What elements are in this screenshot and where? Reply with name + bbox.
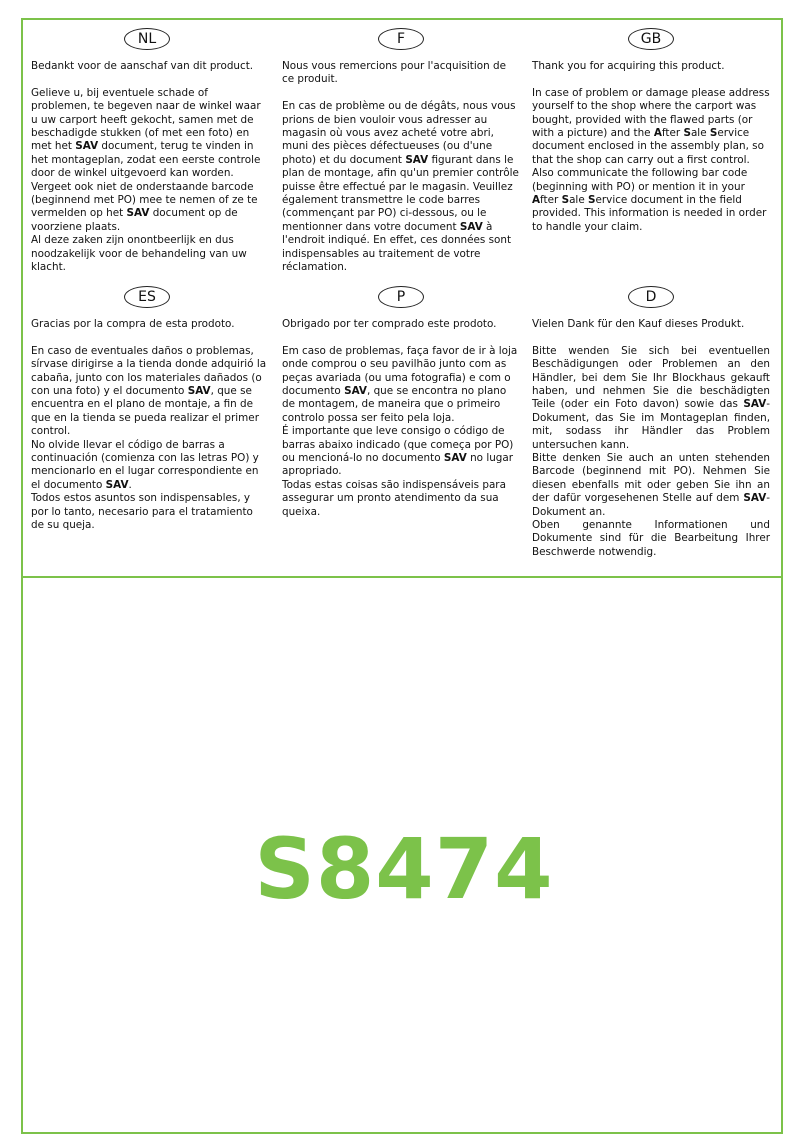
paragraph: Em caso de problemas, faça favor de ir à loja onde comprou o seu pavilhão junto com as peças avariada (ou uma fotografia) e com o documento SAV, que se encontra no plano de montagem, de maneira que o primeiro controlo possa ser feito pela loja. [282, 344, 518, 424]
thanks-text: Nous vous remercions pour l'acquisition de ce produit. [282, 60, 506, 86]
section-d [532, 318, 770, 559]
body-text [282, 100, 520, 274]
section-divider [23, 576, 781, 578]
paragraph: Bitte wenden Sie sich bei eventuellen Beschädigungen oder Problemen an den Händler, bei dem Sie Ihr Blockhaus gekauft haben, und nehmen Sie die beschädigten Teile (oder ein Foto davon) sowie das SAV-Dokument, das Sie im Montageplan finden, mit, sodass ihr Händler das Problem untersuchen kann. [532, 344, 770, 451]
body-text [31, 87, 269, 275]
thanks-text: Obrigado por ter comprado este prodoto. [282, 318, 497, 330]
paragraph: Todos estos asuntos son indispensables, y por lo tanto, necesario para el tratamiento de su queja. [31, 492, 253, 532]
lang-badge-nl: NL [124, 28, 170, 50]
body-text [282, 345, 520, 519]
paragraph: Gelieve u, bij eventuele schade of problemen, te begeven naar de winkel waar u uw carport heeft gekocht, samen met de beschadigde stukken (of met een foto) en met het SAV document, terug te vinden in het montageplan, zodat een eerste controle door de winkel uitgevoerd kan worden. Vergeet ook niet de onderstaande barcode (beginnend met PO) mee te nemen of ze te vermelden op het SAV document op de voorziene plaats. [31, 86, 261, 233]
thanks-text: Gracias por la compra de esta prodoto. [31, 318, 235, 330]
paragraph: Al deze zaken zijn onontbeerlijk en dus noodzakelijk voor de behandeling van uw klacht. [31, 234, 247, 274]
paragraph: No olvide llevar el código de barras a continuación (comienza con las letras PO) y mencionarlo en el lugar correspondiente en el documento SAV. [31, 438, 259, 491]
paragraph: Oben genannte Informationen und Dokumente sind für die Bearbeitung Ihrer Beschwerde notwendig. [532, 519, 770, 558]
paragraph: En cas de problème ou de dégâts, nous vous prions de bien vouloir vous adresser au magasin où vous avez acheté votre abri, muni des pièces défectueuses (ou d'une photo) et du document SAV figurant dans le plan de montage, afin qu'un premier contrôle puisse être effectué par le magasin. Veuillez également transmettre le code barres (commençant par PO) ci-dessous, ou le mentionner dans votre document SAV à l'endroit indiqué. En effet, ces données sont indispensables au traitement de votre réclamation. [282, 100, 519, 274]
lang-badge-gb: GB [628, 28, 674, 50]
paragraph: Todas estas coisas são indispensáveis para assegurar um pronto atendimento da sua queixa. [282, 478, 506, 518]
paragraph: Bitte denken Sie auch an unten stehenden Barcode (beginnend mit PO). Nehmen Sie diesen ebenfalls mit oder geben Sie ihn an der dafür vorgesehenen Stelle auf dem SAV-Dokument an. [532, 452, 770, 518]
product-code: S8474 [254, 820, 554, 918]
thanks-text: Thank you for acquiring this product. [532, 60, 725, 72]
lang-badge-d: D [628, 286, 674, 308]
section-es [31, 318, 269, 532]
paragraph: In case of problem or damage please address yourself to the shop where the carport was bought, provided with the flawed parts (or with a picture) and the After Sale Service document enclosed in the assembly plan, so that the shop can carry out a first control. Also communicate the following bar code (beginning with PO) or mention it in your After Sale Service document in the field provided. This information is needed in order to handle your claim. [532, 86, 770, 233]
section-nl [31, 60, 269, 274]
body-text [31, 345, 269, 533]
section-gb [532, 60, 770, 234]
section-p [282, 318, 520, 519]
thanks-text: Vielen Dank für den Kauf dieses Produkt. [532, 318, 745, 330]
thanks-text: Bedankt voor de aanschaf van dit product. [31, 60, 254, 72]
section-f [282, 60, 520, 274]
lang-badge-f: F [378, 28, 424, 50]
body-text [532, 345, 770, 560]
paragraph: En caso de eventuales daños o problemas, sírvase dirigirse a la tienda donde adquirió la cabaña, junto con los materiales dañados (o con una foto) y el documento SAV, que se encuentra en el plano de montaje, a fin de que en la tienda se pueda realizar el primer control. [31, 344, 267, 438]
paragraph: É importante que leve consigo o código de barras abaixo indicado (que começa por PO) ou mencioná-lo no documento SAV no lugar apropriado. [282, 425, 514, 478]
lang-badge-es: ES [124, 286, 170, 308]
lang-badge-p: P [378, 286, 424, 308]
body-text [532, 87, 770, 234]
